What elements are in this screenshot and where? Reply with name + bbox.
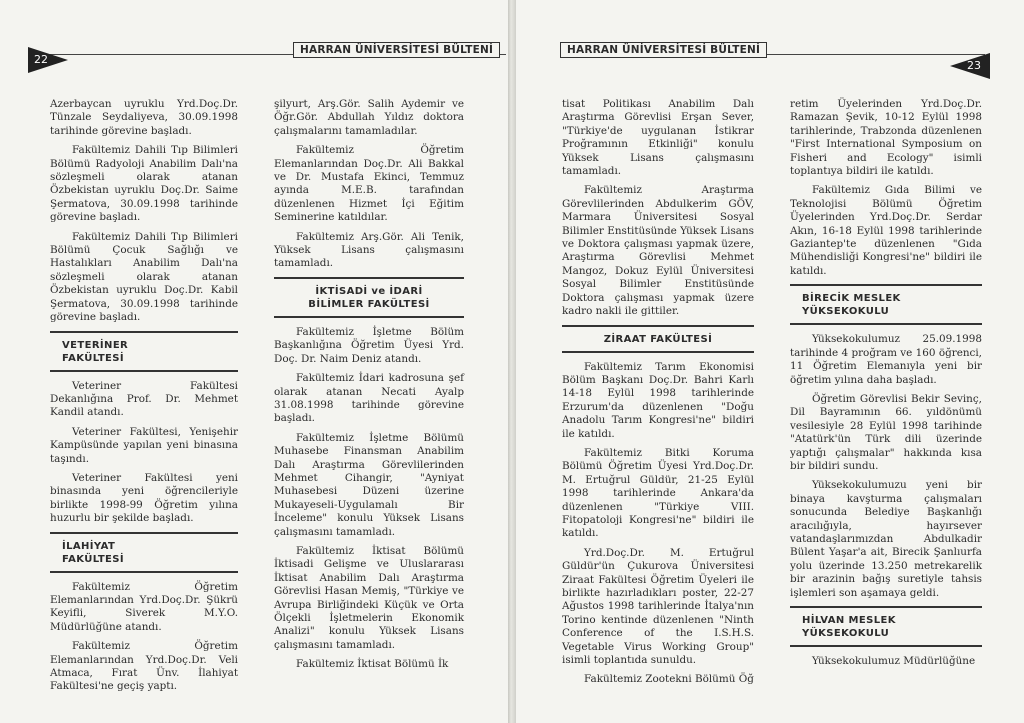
article-paragraph: Fakültemiz Dahili Tıp Bilimleri Bölümü Çocuk Sağlığı ve Hastalıkları Anabilim Dalı'na sözleşmeli olarak atanan Özbekistan uyruklu Doç.Dr. Kabil Şermatova, 30.09.1998 tarihinde görevine başladı. bbox=[50, 230, 238, 324]
left-page bbox=[0, 0, 508, 723]
article-paragraph: Veteriner Fakültesi yeni binasında yeni öğrencileriyle birlikte 1998-99 Öğretim yılına huzurlu bir şekilde başladı. bbox=[50, 471, 238, 525]
article-paragraph: Yüksekokulumuz 25.09.1998 tarihinde 4 proğram ve 160 öğrenci, 11 Öğretim Elemanıyla yeni bir öğretim yılına daha başladı. bbox=[790, 333, 982, 386]
section-heading-line: FAKÜLTESİ bbox=[62, 553, 125, 565]
section-heading-line: İLAHİYAT bbox=[62, 540, 116, 552]
section-heading-line: FAKÜLTESİ bbox=[62, 352, 125, 364]
section-heading bbox=[274, 277, 464, 318]
section-heading bbox=[790, 606, 982, 647]
page-number: 22 bbox=[34, 53, 48, 66]
article-paragraph: Fakültemiz Arş.Gör. Ali Tenik, Yüksek Lisans çalışmasını tamamladı. bbox=[274, 230, 464, 270]
article-paragraph: Fakültemiz Öğretim Elemanlarından Yrd.Doç.Dr. Şükrü Keyifli, Siverek M.Y.O. Müdürlüğüne atandı. bbox=[50, 580, 238, 633]
section-heading-line: HİLVAN MESLEK bbox=[802, 615, 896, 626]
section-heading bbox=[50, 331, 238, 372]
right-page bbox=[516, 0, 1024, 723]
bulletin-header: HARRAN ÜNİVERSİTESİ BÜLTENİ bbox=[560, 42, 767, 58]
section-heading bbox=[790, 284, 982, 325]
article-paragraph: Fakültemiz Öğretim Elemanlarından Yrd.Doç.Dr. Veli Atmaca, Fırat Ünv. İlahiyat Fakültesi'ne geçiş yaptı. bbox=[50, 640, 238, 693]
article-column bbox=[790, 98, 982, 674]
page-number: 23 bbox=[967, 59, 981, 72]
article-column bbox=[274, 98, 464, 678]
article-paragraph: Fakültemiz Dahili Tıp Bilimleri Bölümü Radyoloji Anabilim Dalı'na sözleşmeli olarak atanan Özbekistan uyruklu Doç.Dr. Saime Şermatova, 30.09.1998 tarihinde görevine başladı. bbox=[50, 144, 238, 224]
section-heading-line: VETERİNER bbox=[62, 339, 129, 351]
article-paragraph: Yüksekokulumuz Müdürlüğüne bbox=[812, 655, 976, 667]
book-gutter bbox=[508, 0, 516, 723]
article-paragraph: Fakültemiz İktisat Bölümü İk bbox=[296, 658, 449, 671]
article-paragraph: Fakültemiz İktisat Bölümü İktisadi Gelişme ve Uluslararası İktisat Anabilim Dalı Araştırma Görevlisi Hasan Memiş, "Türkiye ve Avrupa Birliğindeki Küçük ve Orta Ölçekli İşletmelerin Ekonomik Analizi" konulu Yüksek Lisans çalışmasını tamamladı. bbox=[274, 544, 464, 651]
section-heading-line: ZİRAAT FAKÜLTESİ bbox=[603, 333, 713, 345]
article-paragraph: Veteriner Fakültesi, Yenişehir Kampüsünde yapılan yeni binasına taşındı. bbox=[50, 425, 238, 465]
section-heading-line: YÜKSEKOKULU bbox=[802, 628, 890, 639]
article-paragraph: Veteriner Fakültesi Dekanlığına Prof. Dr. Mehmet Kandil atandı. bbox=[50, 379, 238, 419]
section-heading-line: BİRECİK MESLEK bbox=[802, 293, 901, 305]
article-paragraph: Fakültemiz İdari kadrosuna şef olarak atanan Necati Ayalp 31.08.1998 tarihinde görevine başladı. bbox=[274, 372, 464, 425]
article-paragraph: Fakültemiz İşletme Bölüm Başkanlığına Öğretim Üyesi Yrd. Doç. Dr. Naim Deniz atandı. bbox=[274, 325, 464, 365]
article-paragraph: Fakültemiz İşletme Bölümü Muhasebe Finansman Anabilim Dalı Araştırma Görevlilerinden Mehmet Cihangir, "Ayniyat Muhasebesi Düzeni üzerine Mukayeseli-Uygulamalı Bir İnceleme" konulu Yüksek Lisans çalışmasını tamamladı. bbox=[274, 431, 464, 538]
article-paragraph: tisat Politikası Anabilim Dalı Araştırma Görevlisi Erşan Sever, "Türkiye'de uygulanan İstikrar Proğramının Etkinliği" konulu Yüksek Lisans çalışmasını tamamladı. bbox=[562, 98, 754, 178]
article-paragraph: Fakültemiz Bitki Koruma Bölümü Öğretim Üyesi Yrd.Doç.Dr. M. Ertuğrul Güldür, 21-25 Eylül 1998 tarihlerinde Ankara'da düzenlenen "Türkiye VIII. Fitopatoloji Kongresi'ne" bildiri ile katıldı. bbox=[562, 446, 754, 540]
page-number-badge bbox=[28, 47, 68, 73]
article-paragraph: Azerbaycan uyruklu Yrd.Doç.Dr. Tünzale Seydaliyeva, 30.09.1998 tarihinde görevine başladı. bbox=[50, 98, 238, 137]
article-column bbox=[562, 98, 754, 693]
article-paragraph: Fakültemiz Gıda Bilimi ve Teknolojisi Bölümü Öğretim Üyelerinden Yrd.Doç.Dr. Serdar Akın, 16-18 Eylül 1998 tarihlerinde Gaziantep'te düzenlenen "Gıda Mühendisliği Kongresi'ne" bildiri ile katıldı. bbox=[790, 184, 982, 277]
bulletin-header: HARRAN ÜNİVERSİTESİ BÜLTENİ bbox=[293, 42, 500, 58]
article-paragraph: Öğretim Görevlisi Bekir Sevinç, Dil Bayramının 66. yıldönümü vesilesiyle 28 Eylül 1998 tarihinde "Atatürk'ün Türk dili üzerinde yaptığı çalışmalar" hakkında kısa bir bildiri sundu. bbox=[790, 392, 982, 472]
article-paragraph: retim Üyelerinden Yrd.Doç.Dr. Ramazan Şevik, 10-12 Eylül 1998 tarihlerinde, Trabzonda düzenlenen "First International Symposium on Fisheri and Ecology" isimli toplantıya bildiri ile katıldı. bbox=[790, 98, 982, 178]
page-number-badge bbox=[950, 53, 990, 79]
article-paragraph: Fakültemiz Zootekni Bölümü Öğ bbox=[584, 673, 754, 686]
section-heading bbox=[562, 325, 754, 353]
article-paragraph: Yüksekokulumuzu yeni bir binaya kavşturma çalışmaları sonucunda Belediye Başkanlığı aracılığıyla, hayırsever vatandaşlarımızdan Abdulkadir Bülent Yaşar'a ait, Birecik Şanlıurfa yolu üzerinde 13.250 metrekarelik bir arazinin bağış suretiyle tahsis işlemleri son aşamaya geldi. bbox=[790, 479, 982, 599]
article-paragraph: Yrd.Doç.Dr. M. Ertuğrul Güldür'ün Çukurova Üniversitesi Ziraat Fakültesi Öğretim Üyeleri ile birlikte hazırladıkları poster, 22-27 Ağustos 1998 tarihlerinde İtalya'nın Torino kentinde düzenlenen "Ninth Conference of the I.S.H.S. Vegetable Virus Working Group" isimli toplantıda sunuldu. bbox=[562, 546, 754, 667]
article-column bbox=[50, 98, 238, 700]
section-heading-line: İKTİSADİ ve İDARİ bbox=[315, 285, 423, 297]
article-paragraph: Fakültemiz Araştırma Görevlilerinden Abdulkerim GÖV, Marmara Üniversitesi Sosyal Bilimler Enstitüsünde Yüksek Lisans ve Doktora çalışması yapmak üzere, Araştırma Görevlisi Mehmet Mangoz, Dokuz Eylül Üniversitesi Sosyal Bilimler Enstitüsünde Doktora çalışması yapmak üzere kadro nakli ile gittiler. bbox=[562, 184, 754, 318]
section-heading-line: YÜKSEKOKULU bbox=[802, 306, 890, 318]
article-paragraph: Fakültemiz Tarım Ekonomisi Bölüm Başkanı Doç.Dr. Bahri Karlı 14-18 Eylül 1998 tarihlerinde Erzurum'da düzenlenen "Doğu Anadolu Tarım Kongresi'ne" bildiri ile katıldı. bbox=[562, 360, 754, 440]
section-heading-line: BİLİMLER FAKÜLTESİ bbox=[308, 298, 430, 310]
article-paragraph: şilyurt, Arş.Gör. Salih Aydemir ve Öğr.Gör. Abdullah Yıldız doktora çalışmalarını tamamladılar. bbox=[274, 98, 464, 137]
article-paragraph: Fakültemiz Öğretim Elemanlarından Doç.Dr. Ali Bakkal ve Dr. Mustafa Ekinci, Temmuz ayında M.E.B. tarafından düzenlenen Hizmet İçi Eğitim Seminerine katıldılar. bbox=[274, 144, 464, 224]
section-heading bbox=[50, 532, 238, 573]
